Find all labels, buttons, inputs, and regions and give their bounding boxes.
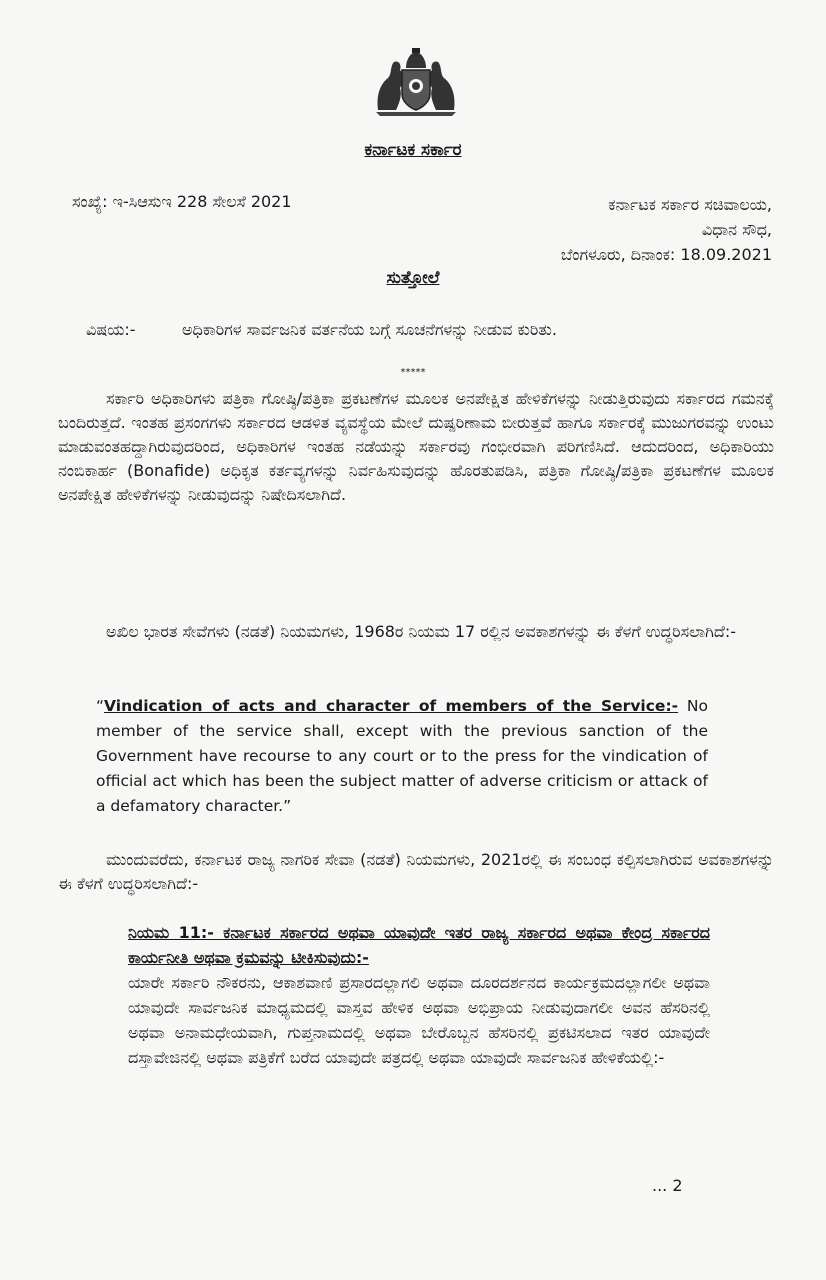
government-title: ಕರ್ನಾಟಕ ಸರ್ಕಾರ — [364, 140, 462, 160]
address-block — [561, 192, 772, 267]
address-line: ವಿಧಾನ ಸೌಧ, — [701, 220, 772, 239]
paragraph-3: ಮುಂದುವರೆದು, ಕರ್ನಾಟಕ ರಾಜ್ಯ ನಾಗರಿಕ ಸೇವಾ (ನಡತೆ) ನಿಯಮಗಳು, 2021ರಲ್ಲಿ ಈ ಸಂಬಂಧ ಕಲ್ಪಿಸಲಾಗಿರುವ ಅವಕಾಶಗಳನ್ನು ಈ ಕೆಳಗೆ ಉದ್ಧರಿಸಲಾಗಿದೆ:- — [58, 850, 774, 893]
page-number: ... 2 — [652, 1176, 683, 1195]
rule-11-block — [128, 920, 710, 1070]
subject-block — [86, 318, 746, 342]
rule-11-body: ಯಾರೇ ಸರ್ಕಾರಿ ನೌಕರನು, ಆಕಾಶವಾಣಿ ಪ್ರಸಾರದಲ್ಲಾಗಲಿ ಅಥವಾ ದೂರದರ್ಶನದ ಕಾರ್ಯಕ್ರಮದಲ್ಲಾಗಲೀ ಅಥವಾ ಯಾವುದೇ ಸಾರ್ವಜನಿಕ ಮಾಧ್ಯಮದಲ್ಲಿ ವಾಸ್ತವ ಹೇಳಿಕ ಅಥವಾ ಅಭಿಪ್ರಾಯ ನೀಡುವುದಾಗಲೀ ಅವನ ಹೆಸರಿನಲ್ಲಿ ಅಥವಾ ಅನಾಮಧೇಯವಾಗಿ, ಗುಪ್ತನಾಮದಲ್ಲಿ ಅಥವಾ ಬೇರೊಬ್ಬನ ಹೆಸರಿನಲ್ಲಿ ಪ್ರಕಟಿಸಲಾದ ಇತರ ಯಾವುದೇ ದಸ್ತಾವೇಜಿನಲ್ಲಿ ಅಥವಾ ಪತ್ರಿಕೆಗೆ ಬರೆದ ಯಾವುದೇ ಪತ್ರದಲ್ಲಿ ಅಥವಾ ಯಾವುದೇ ಸಾರ್ವಜನಿಕ ಹೇಳಿಕೆಯಲ್ಲಿ:- — [128, 973, 710, 1067]
circular-title: ಸುತ್ತೋಲೆ — [386, 268, 440, 288]
reference-number: ಸಂಖ್ಯೆ: ಇ-ಸಿಆಸುಇ 228 ಸೇಲಸೆ 2021 — [72, 192, 292, 211]
paragraph-2: ಅಖಿಲ ಭಾರತ ಸೇವೆಗಳು (ನಡತೆ) ನಿಯಮಗಳು, 1968ರ ನಿಯಮ 17 ರಲ್ಲಿನ ಅವಕಾಶಗಳನ್ನು ಈ ಕೆಳಗೆ ಉದ್ಧರಿಸಲಾಗಿದೆ:- — [106, 622, 736, 641]
address-line: ಕರ್ನಾಟಕ ಸರ್ಕಾರ ಸಚಿವಾಲಯ, — [608, 195, 772, 214]
paragraph-1: ಸರ್ಕಾರಿ ಅಧಿಕಾರಿಗಳು ಪತ್ರಿಕಾ ಗೋಷ್ಠಿ/ಪತ್ರಿಕಾ ಪ್ರಕಟಣೆಗಳ ಮೂಲಕ ಅನಪೇಕ್ಷಿತ ಹೇಳಿಕೆಗಳನ್ನು ನೀಡುತ್ತಿರುವುದು ಸರ್ಕಾರದ ಗಮನಕ್ಕೆ ಬಂದಿರುತ್ತದೆ. ಇಂತಹ ಪ್ರಸಂಗಗಳು ಸರ್ಕಾರದ ಆಡಳಿತ ವ್ಯವಸ್ಥೆಯ ಮೇಲೆ ದುಷ್ಪರಿಣಾಮ ಬೀರುತ್ತವೆ ಹಾಗೂ ಸರ್ಕಾರಕ್ಕೆ ಮುಜುಗರವನ್ನು ಉಂಟು ಮಾಡುವಂತಹದ್ದಾಗಿರುವುದರಿಂದ, ಅಧಿಕಾರಿಗಳ ಇಂತಹ ನಡೆಯನ್ನು ಸರ್ಕಾರವು ಗಂಭೀರವಾಗಿ ಪರಿಗಣಿಸಿದೆ. ಆದುದರಿಂದ, ಅಧಿಕಾರಿಯು ನಂಬಿಕಾರ್ಹ (Bonafide) ಅಧಿಕೃತ ಕರ್ತವ್ಯಗಳನ್ನು ನಿರ್ವಹಿಸುವುದನ್ನು ಹೊರತುಪಡಿಸಿ, ಪತ್ರಿಕಾ ಗೋಷ್ಠಿ/ಪತ್ರಿಕಾ ಪ್ರಕಟಣೆಗಳ ಮೂಲಕ ಅನಪೇಕ್ಷಿತ ಹೇಳಿಕೆಗಳನ್ನು ನೀಡುವುದನ್ನು ನಿಷೇದಿಸಲಾಗಿದೆ. — [58, 389, 774, 504]
quote-open-mark: “ — [96, 697, 105, 715]
subject-text: ಅಧಿಕಾರಿಗಳ ಸಾರ್ವಜನಿಕ ವರ್ತನೆಯ ಬಗ್ಗೆ ಸೂಚನೆಗಳನ್ನು ನೀಡುವ ಕುರಿತು. — [182, 320, 557, 339]
rule-11-heading: ನಿಯಮ 11:- ಕರ್ನಾಟಕ ಸರ್ಕಾರದ ಅಥವಾ ಯಾವುದೇ ಇತರ ರಾಜ್ಯ ಸರ್ಕಾರದ ಅಥವಾ ಕೇಂದ್ರ ಸರ್ಕಾರದ ಕಾರ್ಯನೀತಿ ಅಥವಾ ಕ್ರಮವನ್ನು ಟೀಕಿಸುವುದು:- — [128, 923, 710, 967]
subject-label: ವಿಷಯ:- — [86, 320, 136, 339]
quoted-rule — [96, 694, 708, 819]
quote-body: No member of the service shall, except with the previous sanction of the Government have recourse to any court or to the press for the vindication of official act which has been the subject matter of adverse criticism or attack of a defamatory character.” — [96, 697, 708, 815]
separator: ***** — [400, 367, 426, 378]
karnataka-emblem-icon — [372, 48, 460, 116]
address-date-line: ಬೆಂಗಳೂರು, ದಿನಾಂಕ: 18.09.2021 — [560, 245, 772, 264]
quote-heading: Vindication of acts and character of members of the Service:- — [104, 697, 679, 715]
